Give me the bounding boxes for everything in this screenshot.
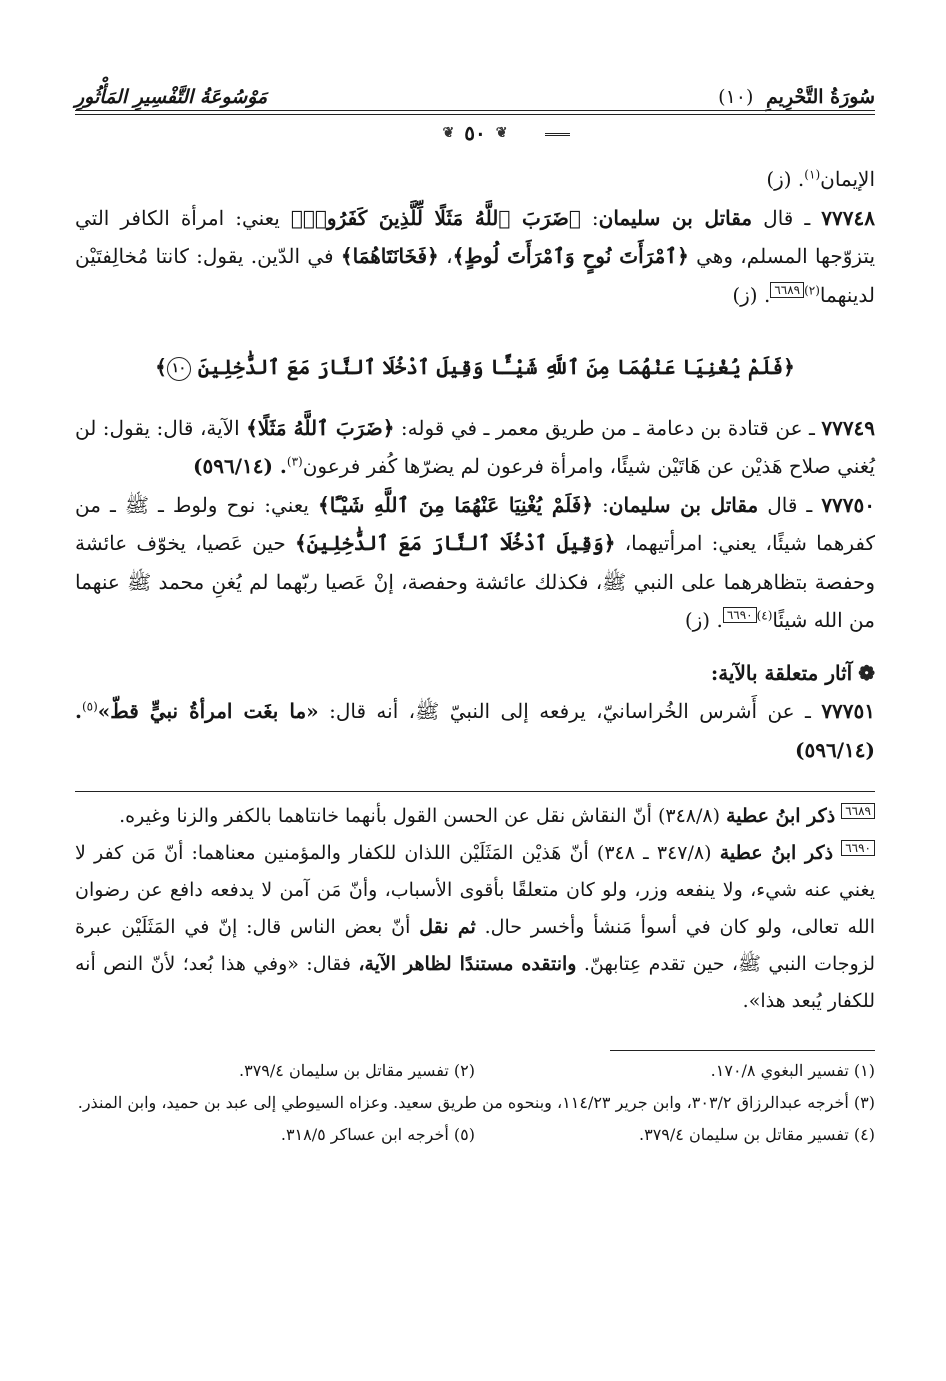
footnote-2: (٢) تفسير مقاتل بن سليمان ٣٧٩/٤.: [239, 1061, 475, 1080]
commentator-name: ذكر ابنُ عطية: [719, 842, 834, 864]
text: في الدّين. يقول: كانتا مُخالِفتَيْن لدينهما: [75, 244, 875, 307]
text: الإيمان: [820, 167, 875, 191]
source-tag: . (ز): [732, 282, 771, 307]
commentary-6689: [75, 798, 875, 835]
footnote-4: (٤) تفسير مقاتل بن سليمان ٣٧٩/٤.: [639, 1125, 875, 1144]
commentary-block: [75, 798, 875, 1020]
source-tag: . (ز): [684, 608, 723, 632]
text: ـ قال: [763, 205, 811, 230]
narration-number: ٧٧٧٤٨: [821, 205, 876, 230]
source-tag: . (٥٩٦/١٤): [75, 699, 875, 762]
verse-number: ١٠: [167, 357, 191, 381]
hadith-quote: «ما بغَت امرأةُ نبيٍّ قطّ»: [97, 699, 319, 723]
text: ـ عن قتادة بن دعامة ـ من طريق معمر ـ في قوله:: [400, 415, 815, 440]
text: حين عَصيا، يخوّف عائشة وحفصة بتظاهرهما على النبي ﷺ، فكذلك عائشة وحفصة، إنْ عَصيا ربّهما لم يُغنِ محمد ﷺ عنهما من الله شيئًا: [75, 531, 875, 632]
verse-text: ﴿فَلَمْ يُغْنِيَا عَنْهُمَا مِنَ ٱللَّهِ شَيْـًٔا وَقِيلَ ٱدْخُلَا ٱلنَّارَ مَعَ ٱلدَّٰخِلِينَ: [197, 355, 795, 379]
colon: :: [591, 205, 599, 230]
page-number: [433, 121, 518, 145]
footnote-marker[interactable]: (٢): [804, 282, 820, 297]
commentary-separator: [75, 791, 875, 792]
footnote-row: [75, 1119, 875, 1151]
commentator-name: ذكر ابنُ عطية: [726, 805, 836, 827]
header-rule: [75, 110, 875, 115]
page-number-rule: [545, 133, 570, 136]
footnote-marker[interactable]: (٥): [81, 699, 98, 714]
narration-77750: [75, 486, 875, 640]
footnote-marker[interactable]: (٣): [286, 454, 303, 469]
source-tag: . (ز): [766, 167, 805, 191]
quran-quote: ﴿ضَرَبَ ٱللَّهُ مَثَلًا﴾: [246, 415, 395, 440]
source-tag: . (٥٩٦/١٤): [193, 454, 287, 478]
text: ـ قال: [767, 492, 813, 517]
sura-title: [718, 86, 875, 108]
footnote-marker[interactable]: (٤): [756, 608, 773, 623]
verse-heading: [75, 348, 875, 387]
section-heading: [75, 654, 875, 693]
text: يعني: نوح ولوط ـ: [158, 492, 309, 517]
flower-icon: ❁: [858, 660, 875, 685]
footnotes: [75, 1055, 875, 1151]
text-bold: وانتقده مستندًا لظاهر الآية،: [358, 953, 577, 975]
quran-quote: ﴿ٱمْرَأَتَ نُوحٍ وَٱمْرَأَتَ لُوطٍ﴾: [452, 244, 689, 268]
commentary-6690: [75, 835, 875, 1020]
text: فقال: «وفي هذا بُعد؛ لأنّ النص أنه للكفار يُبعد هذا».: [75, 953, 875, 1012]
text: (٣٤٨/٨) أنّ النقاش نقل عن الحسن القول بأنهما خانتاهما بالكفر والزنا وغيره.: [119, 805, 721, 827]
commentary-ref[interactable]: ٦٦٩٠: [723, 607, 757, 623]
footnote-3: (٣) أخرجه عبدالرزاق ٣٠٣/٢، وابن جرير ١١٤/٢٣، وبنحوه من طريق سعيد. وعزاه السيوطي إلى عبد بن حميد، وابن المنذر.: [77, 1093, 875, 1112]
narrator-name: مقاتل بن سليمان: [598, 205, 753, 230]
quran-quote: ﴿فَخَانَتَاهُمَا﴾: [340, 244, 439, 268]
commentary-ref[interactable]: ٦٦٩٠: [841, 840, 875, 856]
commentary-ref[interactable]: ٦٦٨٩: [841, 803, 875, 819]
footnote-5: (٥) أخرجه ابن عساكر ٣١٨/٥.: [280, 1125, 475, 1144]
footnote-row: [75, 1055, 875, 1087]
ornament-icon: ❦: [495, 125, 508, 141]
text: الآية، قال: يقول: لن يُغني صلاح هَذيْن عن هَاتَيْن شيئًا، وامرأة فرعون لم يضرّها كُفر فرعون: [75, 415, 875, 478]
quran-quote: ﴿وَقِيلَ ٱدْخُلَا ٱلنَّارَ مَعَ ٱلدَّٰخِلِينَ﴾: [295, 531, 616, 555]
text: (٣٤٧/٨ ـ ٣٤٨) أنّ هَذيْن المَثَلَيْن اللذان للكفار والمؤمنين معناهما: أنّ مَن كفر لا يغني عنه شيء، ولا ينفعه وزر، ولو كان متعلقًا بأقوى الأسباب، وأنّ مَن آمن لا يدفعه دافع عن رضوان الله تعالى، ولو كان في أسوأ مَنشأ وأخسر حال.: [75, 842, 876, 938]
footnote-marker[interactable]: (١): [804, 167, 821, 182]
salutation: ﷺ: [124, 492, 149, 517]
text: ـ عن أَشرس الخُراسانيّ، يرفعه إلى النبيّ ﷺ، أنه قال:: [329, 699, 811, 723]
section-heading-text: آثار متعلقة بالآية:: [710, 660, 853, 685]
footnotes-separator: [610, 1050, 875, 1051]
quran-quote: ﴿ضَرَبَ ٱللَّهُ مَثَلًا لِّلَّذِينَ كَفَرُوا۟﴾: [290, 205, 581, 230]
running-header: [75, 68, 875, 108]
ornament-icon: ❦: [442, 125, 455, 141]
sura-number: (١٠): [718, 86, 754, 108]
narrator-name: مقاتل بن سليمان: [608, 492, 759, 517]
narration-77749: [75, 409, 875, 486]
narration-number: ٧٧٧٥٠: [821, 492, 876, 517]
text: يعني: امرأة الكافر التي يتزوّجها المسلم، وهي: [75, 205, 876, 268]
colon: :: [602, 492, 609, 517]
main-text: [75, 160, 875, 769]
commentary-ref[interactable]: ٦٦٨٩: [770, 282, 804, 298]
page-number-row: [75, 116, 875, 150]
narration-77751: [75, 692, 875, 769]
narration-number: ٧٧٧٥١: [821, 699, 876, 723]
sura-name: سُورَةُ التَّحْرِيمِ: [766, 86, 875, 108]
footnote-1: (١) تفسير البغوي ١٧٠/٨.: [710, 1061, 875, 1080]
text: أنّ بعض الناس قال: إنّ في المَثَلَيْن عبرة لزوجات النبي ﷺ، حين تقدم عِتابهنّ.: [75, 916, 875, 975]
text: ـ من كفرهما شيئًا، يعني: امرأتيهما،: [75, 492, 875, 555]
quran-quote: ﴿فَلَمْ يُغْنِيَا عَنْهُمَا مِنَ ٱللَّهِ شَيْـًٔا﴾: [317, 492, 594, 517]
text: ،: [446, 244, 453, 268]
paragraph-continuation: [75, 160, 875, 199]
book-title: مَوْسُوعَةُ التَّفْسِيرِ المَأْثُورِ: [75, 86, 268, 108]
text-bold: ثم نقل: [419, 916, 476, 938]
narration-77748: [75, 199, 875, 315]
narration-number: ٧٧٧٤٩: [821, 415, 876, 440]
page: [75, 68, 875, 1151]
verse-close: ﴾: [155, 355, 167, 379]
page-number-value: ٥٠: [464, 121, 486, 145]
